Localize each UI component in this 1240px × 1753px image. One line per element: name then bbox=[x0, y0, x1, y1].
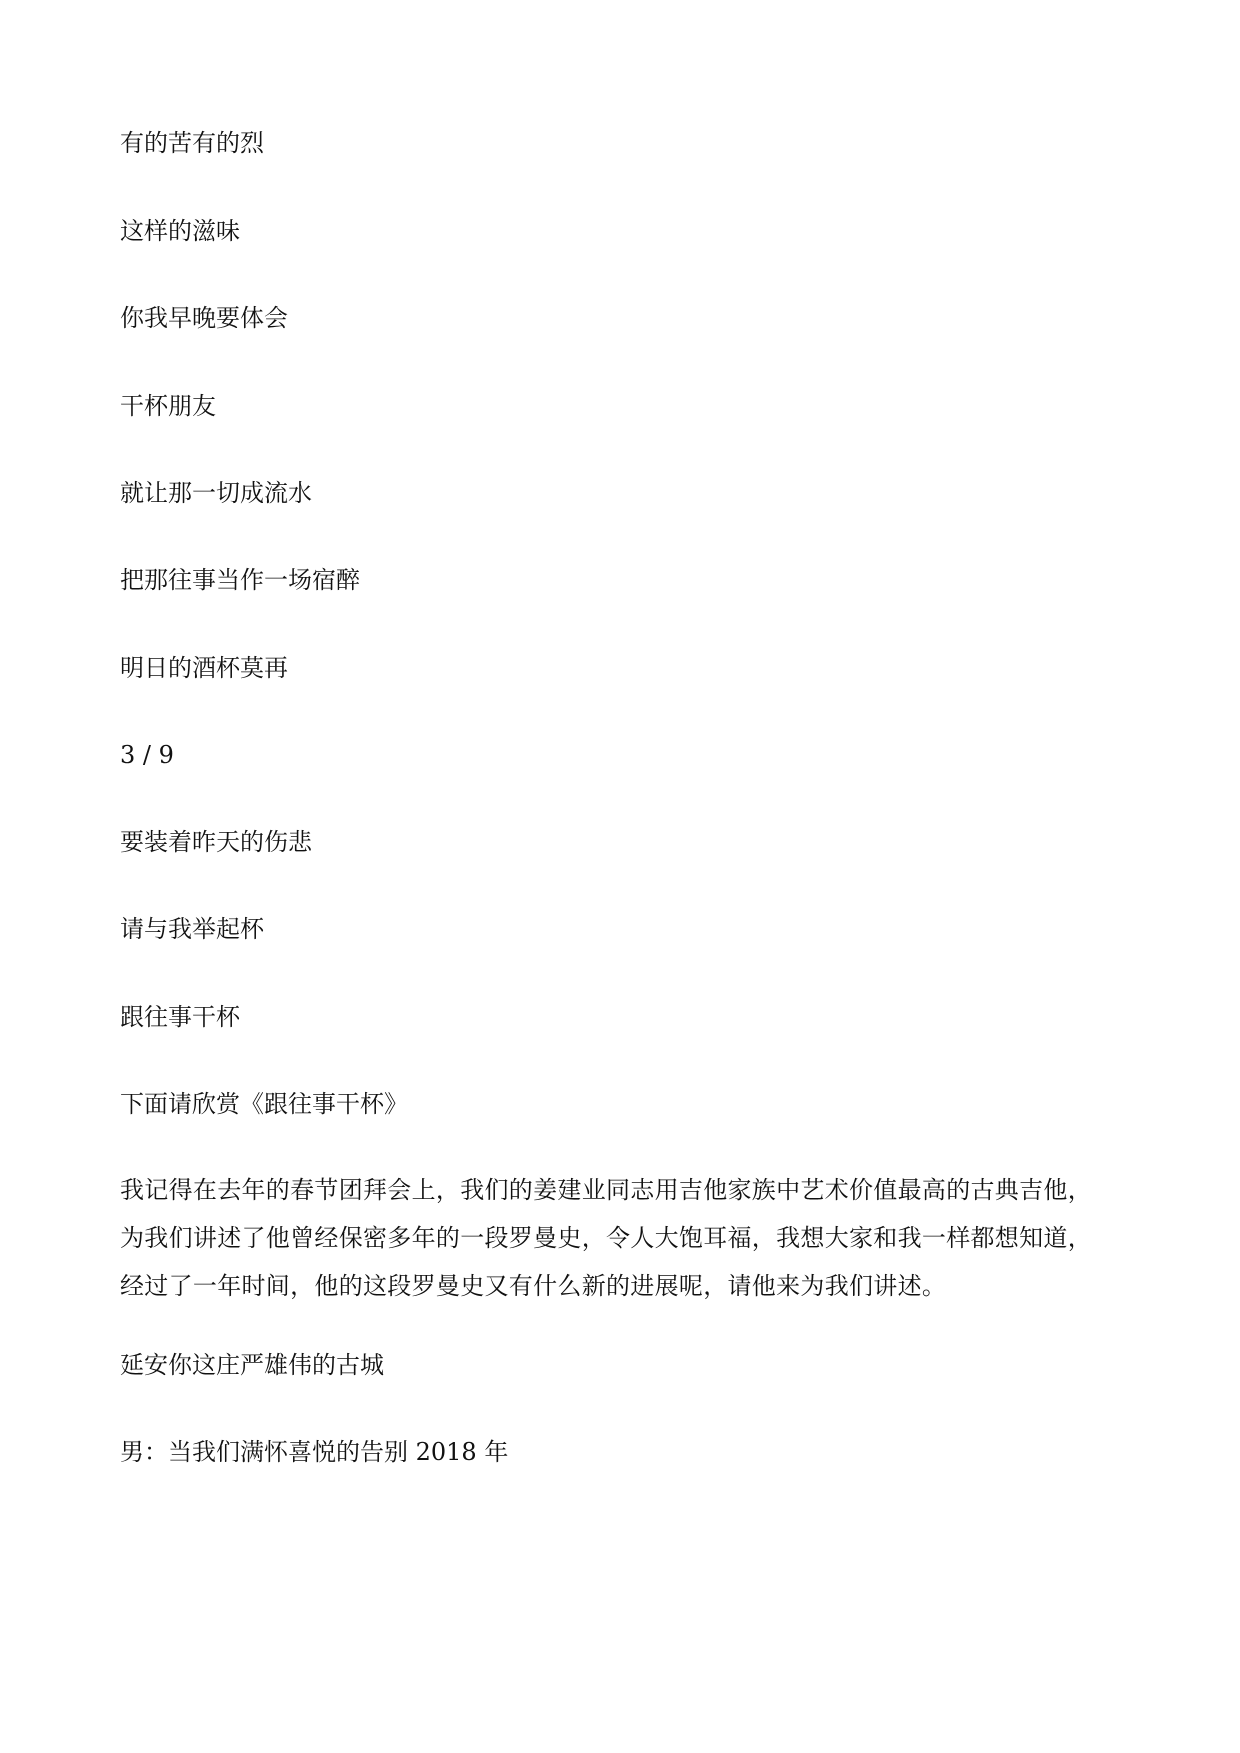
text-line: 男：当我们满怀喜悦的告别 2018 年 bbox=[120, 1438, 509, 1466]
paragraph-line: 我记得在去年的春节团拜会上，我们的姜建业同志用吉他家族中艺术价值最高的古典吉他， bbox=[120, 1176, 1092, 1204]
text-line: 这样的滋味 bbox=[120, 217, 240, 245]
text-line: 你我早晚要体会 bbox=[120, 304, 288, 332]
text-line: 请与我举起杯 bbox=[120, 915, 264, 943]
page-number: 3 / 9 bbox=[120, 741, 174, 769]
text-line: 有的苦有的烈 bbox=[120, 129, 264, 157]
paragraph-line: 经过了一年时间，他的这段罗曼史又有什么新的进展呢，请他来为我们讲述。 bbox=[120, 1272, 947, 1300]
text-line: 跟往事干杯 bbox=[120, 1003, 240, 1031]
text-line: 明日的酒杯莫再 bbox=[120, 654, 288, 682]
text-line: 就让那一切成流水 bbox=[120, 479, 312, 507]
text-line: 把那往事当作一场宿醉 bbox=[120, 566, 360, 594]
body-paragraph bbox=[120, 1166, 1120, 1310]
paragraph-line: 为我们讲述了他曾经保密多年的一段罗曼史，令人大饱耳福，我想大家和我一样都想知道， bbox=[120, 1224, 1092, 1252]
text-line: 干杯朋友 bbox=[120, 392, 216, 420]
text-line: 延安你这庄严雄伟的古城 bbox=[120, 1351, 384, 1379]
text-line: 下面请欣赏《跟往事干杯》 bbox=[120, 1090, 408, 1118]
text-line: 要装着昨天的伤悲 bbox=[120, 828, 312, 856]
